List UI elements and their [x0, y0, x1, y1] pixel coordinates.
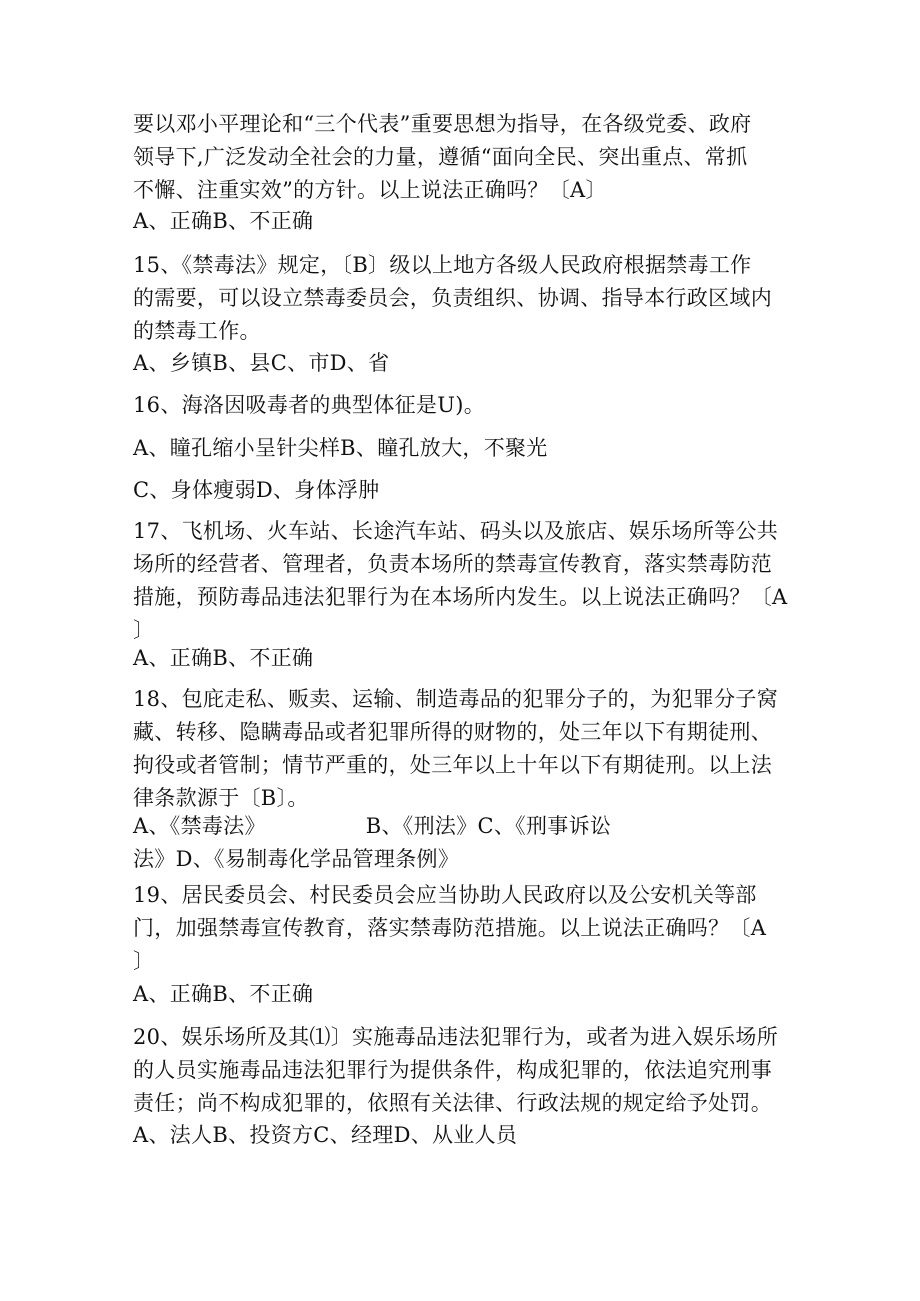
question-18-text: [133, 683, 793, 815]
text-line: 藏、转移、隐瞒毒品或者犯罪所得的财物的，处三年以下有期徒刑、: [133, 720, 772, 744]
text-line: 的人员实施毒品违法犯罪行为提供条件，构成犯罪的，依法追究刑事: [133, 1058, 772, 1082]
question-19-text: [133, 879, 793, 978]
text-line: 19、居民委员会、村民委员会应当协助人民政府以及公安机关等部: [133, 883, 757, 907]
question-20-options: [133, 1119, 793, 1152]
text-line: 场所的经营者、管理者，负责本场所的禁毒宣传教育，落实禁毒防范: [133, 552, 772, 576]
text-line: 拘役或者管制；情节严重的，处三年以上十年以下有期徒刑。以上法: [133, 753, 772, 777]
text-line: 的需要，可以设立禁毒委员会，负责组织、协调、指导本行政区域内: [133, 286, 772, 310]
text-line: 不懈、注重实效”的方针。以上说法正确吗？〔A〕: [133, 178, 607, 202]
options-line: A、正确B、不正确: [133, 982, 314, 1006]
options-line: A、正确B、不正确: [133, 646, 314, 670]
question-15-options: [133, 347, 793, 380]
text-line: 15、《禁毒法》规定，〔B〕级以上地方各级人民政府根据禁毒工作: [133, 253, 752, 277]
question-16-options-1: [133, 432, 793, 465]
options-line: A、法人B、投资方C、经理D、从业人员: [133, 1123, 518, 1147]
options-line: [133, 810, 793, 843]
text-line: 门，加强禁毒宣传教育，落实禁毒防范措施。以上说法正确吗？〔A: [133, 916, 767, 940]
options-line: A、瞳孔缩小呈针尖样B、瞳孔放大，不聚光: [133, 436, 548, 460]
question-14-text: [133, 108, 793, 207]
question-18-options: [133, 810, 793, 876]
question-16-options-2: [133, 474, 793, 507]
options-line: A、正确B、不正确: [133, 209, 314, 233]
question-17-options: [133, 642, 793, 675]
question-16-text: [133, 389, 793, 422]
question-17-text: [133, 515, 793, 647]
text-line: 18、包庇走私、贩卖、运输、制造毒品的犯罪分子的，为犯罪分子窝: [133, 687, 779, 711]
question-15-text: [133, 249, 793, 348]
option-b-c-text: B、《刑法》C、《刑事诉讼: [365, 814, 612, 838]
text-line: 要以邓小平理论和“三个代表”重要思想为指导，在各级党委、政府: [133, 112, 752, 136]
question-19-options: [133, 978, 793, 1011]
text-line: 20、娱乐场所及其⑴〕实施毒品违法犯罪行为，或者为进入娱乐场所: [133, 1025, 779, 1049]
text-line: 〕: [133, 949, 155, 973]
options-line: C、身体瘦弱D、身体浮肿: [133, 478, 380, 502]
text-line: 措施，预防毒品违法犯罪行为在本场所内发生。以上说法正确吗？〔A: [133, 585, 788, 609]
options-line: 法》D、《易制毒化学品管理条例》: [133, 847, 460, 871]
text-line: 律条款源于〔B〕。: [133, 786, 309, 810]
text-line: 16、海洛因吸毒者的典型体征是U)。: [133, 393, 486, 417]
question-20-text: [133, 1021, 793, 1120]
text-line: 领导下,广泛发动全社会的力量，遵循“面向全民、突出重点、常抓: [133, 145, 748, 169]
text-line: 〕: [133, 618, 155, 642]
option-a-text: A、《禁毒法》: [133, 814, 266, 838]
text-line: 责任；尚不构成犯罪的，依照有关法律、行政法规的规定给予处罚。: [133, 1091, 772, 1115]
text-line: 17、飞机场、火车站、长途汽车站、码头以及旅店、娱乐场所等公共: [133, 519, 779, 543]
question-14-options: [133, 205, 793, 238]
text-line: 的禁毒工作。: [133, 319, 261, 343]
options-line: A、乡镇B、县C、市D、省: [133, 351, 390, 375]
